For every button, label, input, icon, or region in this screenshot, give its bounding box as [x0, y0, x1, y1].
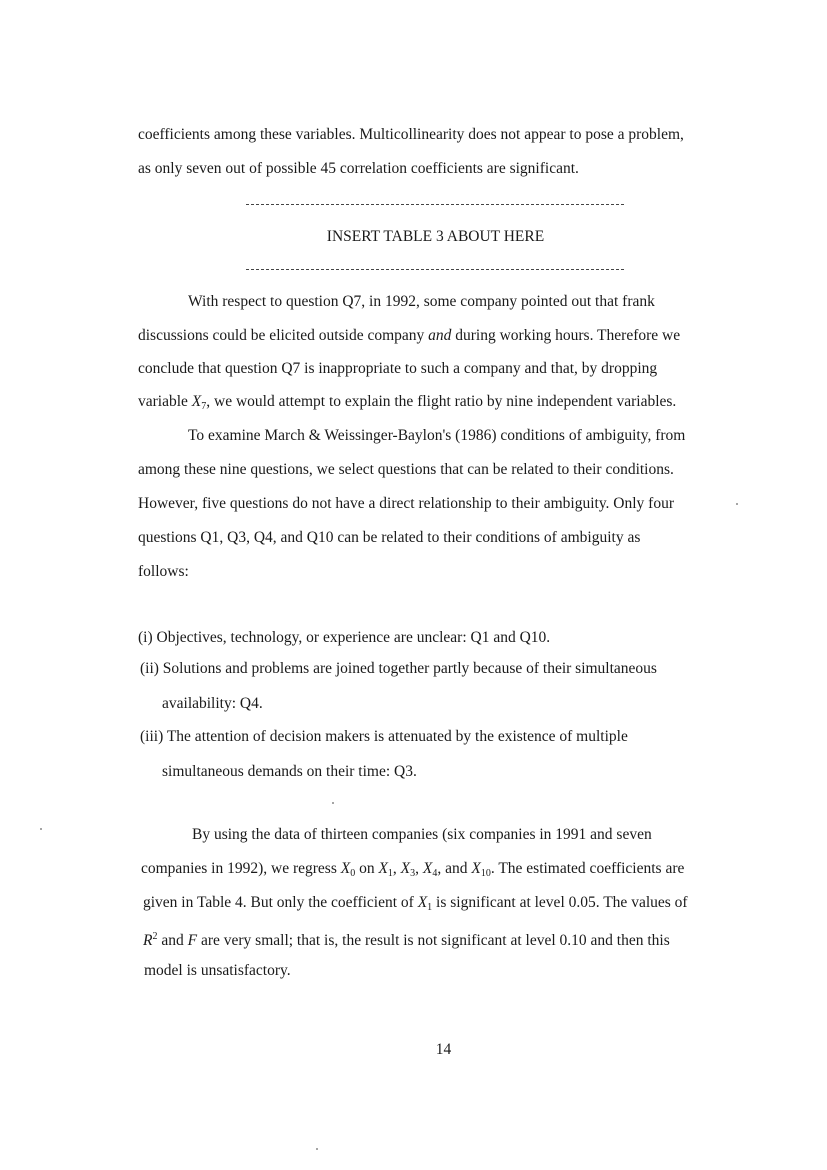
regression-line-4: $R^2$ and F are very small; that is, the result is not significant at level 0.10 and then this: [143, 931, 670, 950]
ambiguity-line-1: To examine March & Weissinger-Baylon's (1986) conditions of ambiguity, from: [188, 427, 686, 444]
scan-speck: [40, 828, 42, 830]
ambiguity-line-2: among these nine questions, we select questions that can be related to their conditions.: [138, 461, 674, 478]
condition-item-3-line-2: simultaneous demands on their time: Q3.: [162, 763, 417, 780]
condition-item-2-line-2: availability: Q4.: [162, 695, 263, 712]
condition-item-1: (i) Objectives, technology, or experience are unclear: Q1 and Q10.: [138, 629, 551, 646]
page-number: 14: [435, 1041, 452, 1058]
intro-line-2: as only seven out of possible 45 correlation coefficients are significant.: [138, 160, 579, 177]
insert-table-note: INSERT TABLE 3 ABOUT HERE: [326, 228, 545, 245]
q7-line-2: discussions could be elicited outside company and during working hours. Therefore we: [138, 327, 681, 344]
regression-line-1: By using the data of thirteen companies (six companies in 1991 and seven: [192, 826, 652, 843]
scan-speck: [332, 802, 334, 804]
intro-line-1: coefficients among these variables. Multicollinearity does not appear to pose a problem,: [138, 126, 684, 143]
q7-line-3: conclude that question Q7 is inappropriate to such a company and that, by dropping: [138, 360, 658, 377]
scan-speck: [736, 503, 738, 505]
q7-line-1: With respect to question Q7, in 1992, some company pointed out that frank: [188, 293, 655, 310]
q7-line-4: variable $X_7$, we would attempt to explain the flight ratio by nine independent variables.: [138, 393, 677, 412]
ambiguity-line-3: However, five questions do not have a direct relationship to their ambiguity. Only four: [138, 495, 675, 512]
condition-item-2-line-1: (ii) Solutions and problems are joined together partly because of their simultaneous: [140, 660, 657, 677]
scan-speck: [316, 1148, 318, 1150]
dashed-rule-bottom: [246, 269, 624, 270]
ambiguity-line-4: questions Q1, Q3, Q4, and Q10 can be related to their conditions of ambiguity as: [138, 529, 641, 546]
dashed-rule-top: [246, 204, 624, 205]
regression-line-3: given in Table 4. But only the coefficient of $X_1$ is significant at level 0.05. The values of: [143, 894, 688, 913]
ambiguity-line-5: follows:: [138, 563, 189, 580]
regression-line-5: model is unsatisfactory.: [144, 962, 291, 979]
regression-line-2: companies in 1992), we regress $X_0$ on $X_1$, $X_3$, $X_4$, and $X_{10}$. The estimated coefficients are: [141, 860, 685, 879]
condition-item-3-line-1: (iii) The attention of decision makers is attenuated by the existence of multiple: [140, 728, 628, 745]
